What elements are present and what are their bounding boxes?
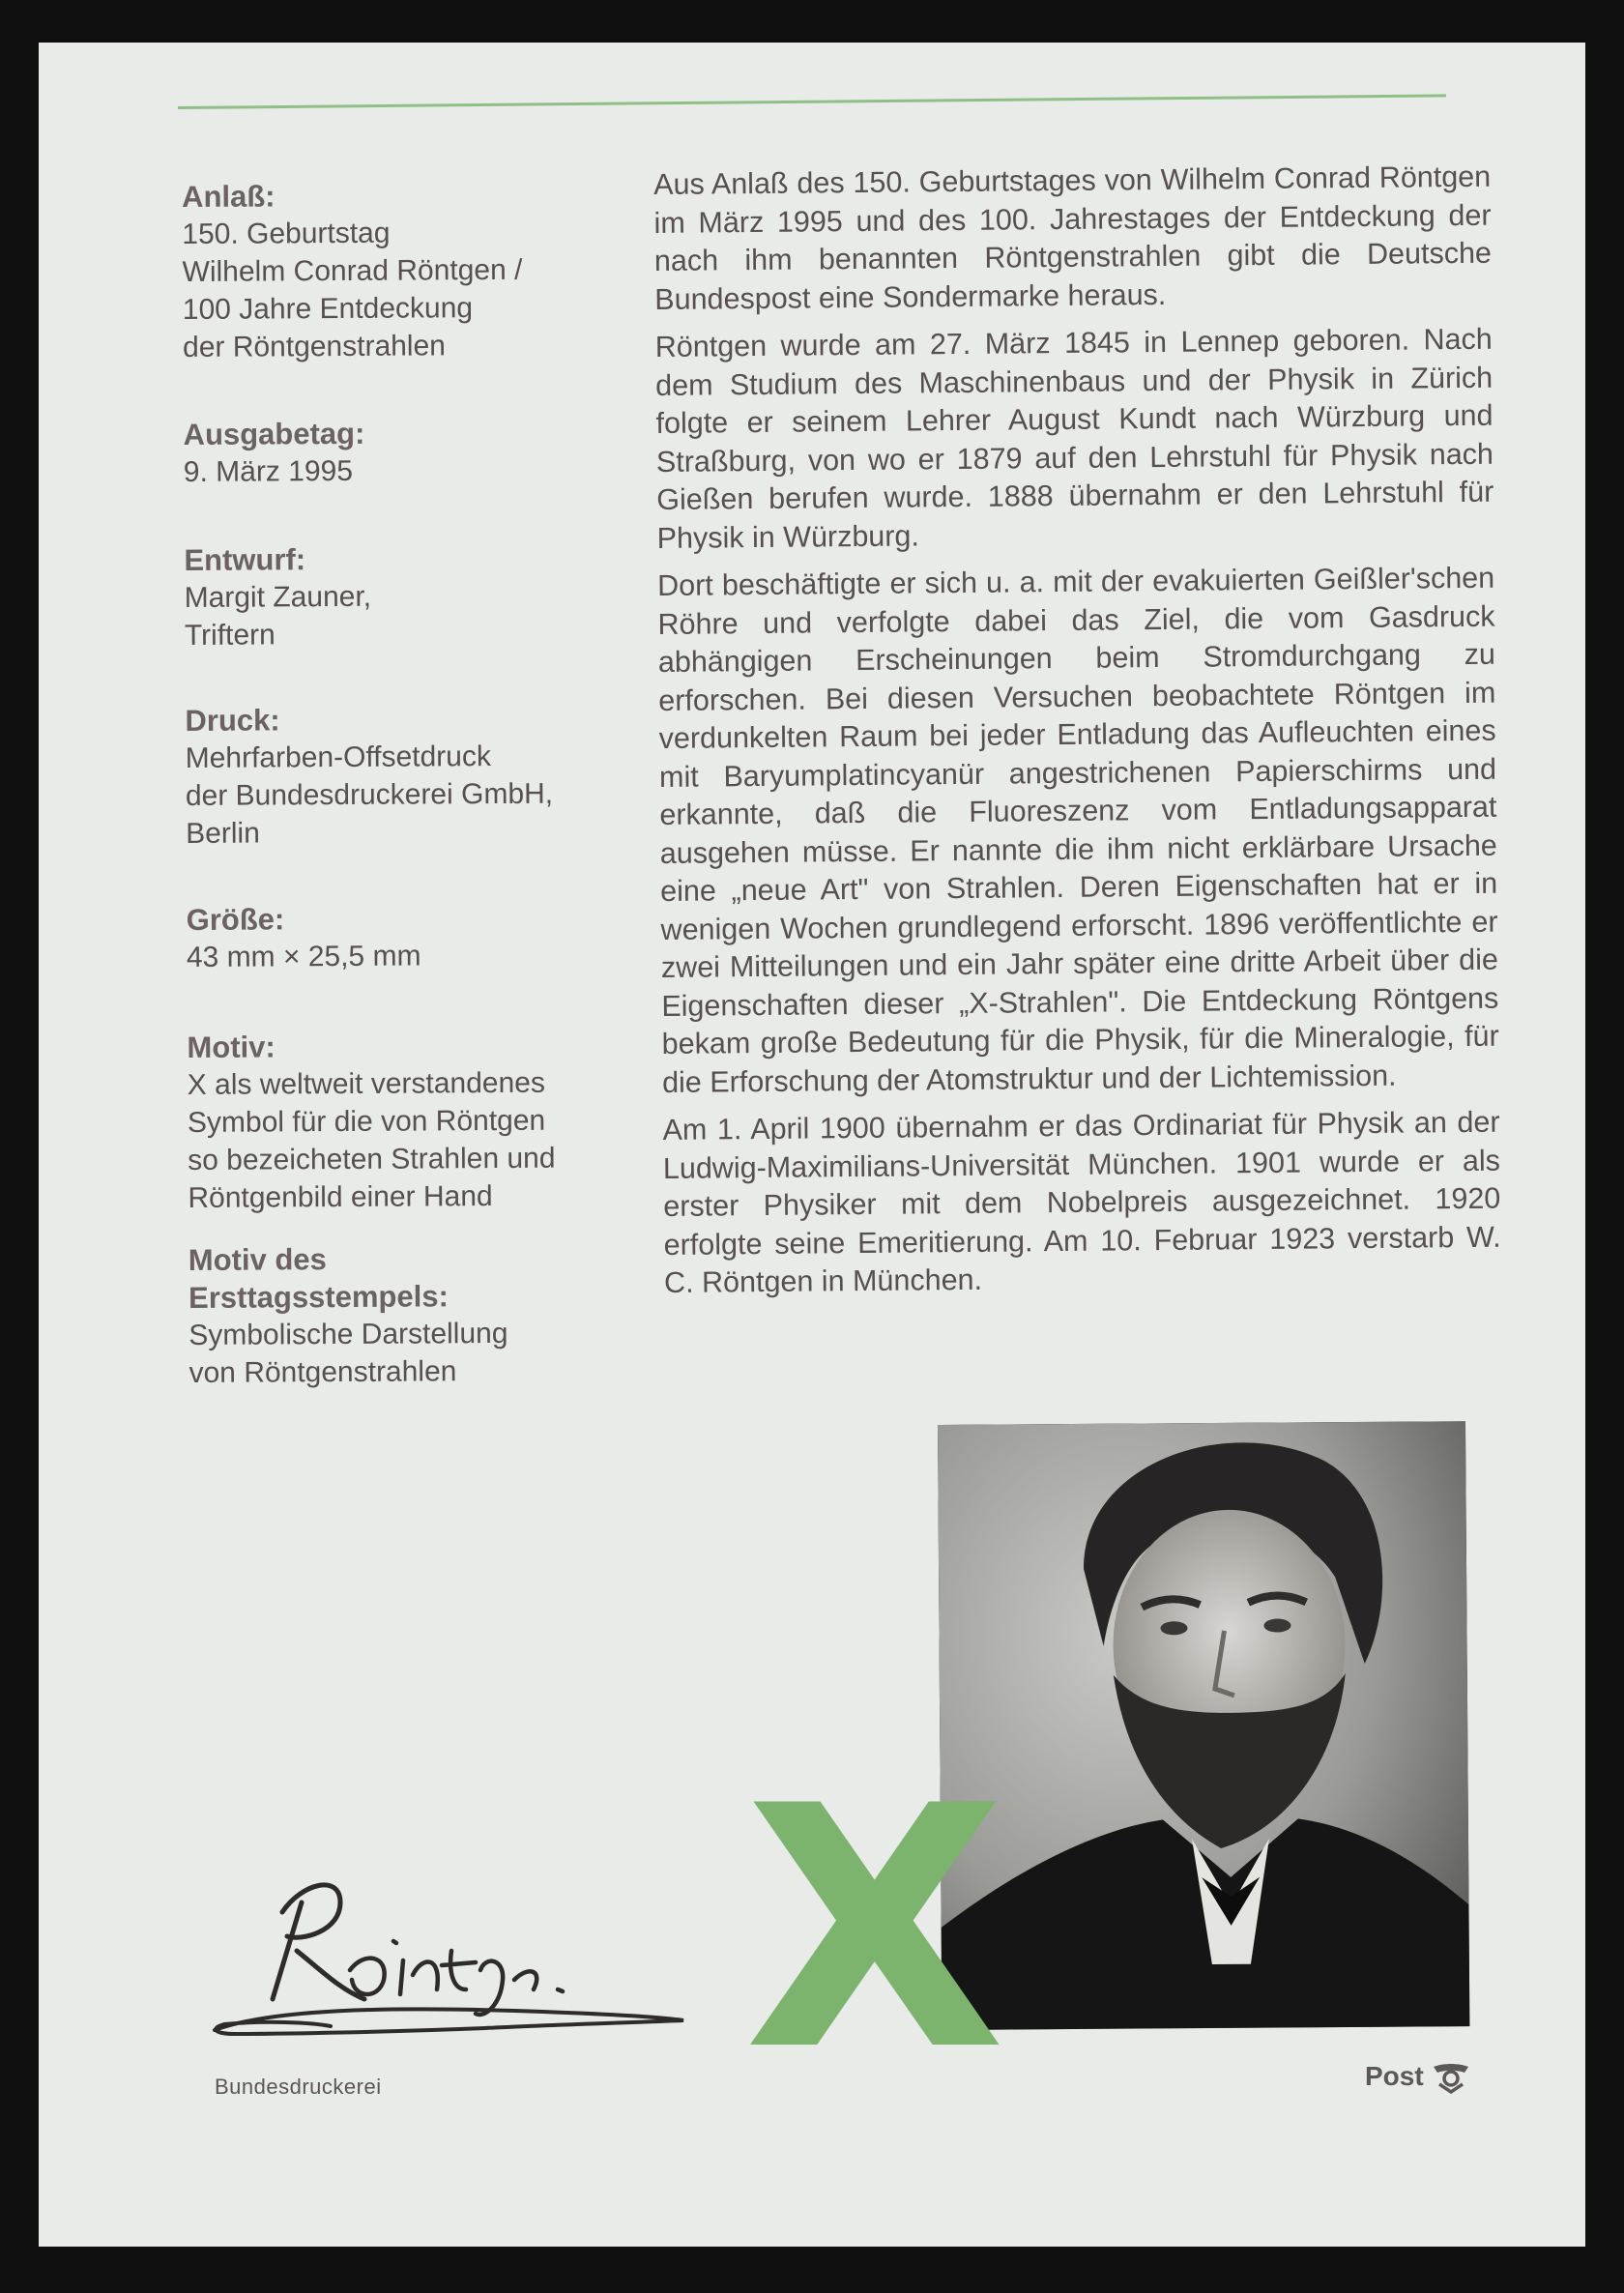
detail-value: 43 mm × 25,5 mm [186,940,421,973]
body-paragraph: Am 1. April 1900 übernahm er das Ordinariat für Physik an der Ludwig-Maximilians-Universität München. 1901 wurde er als erster Physiker mit dem Nobelpreis ausgezeichnet. 1920 erfolgte seine Emeritierung. Am 10. Februar 1923 verstarb W. C. Röntgen in München. [662,1105,1501,1299]
posthorn-icon [1430,2059,1472,2094]
detail-label: Größe: [186,902,285,937]
detail-value: 150. Geburtstag Wilhelm Conrad Röntgen / 100 Jahre Entdeckung der Röntgenstrahlen [182,217,523,363]
detail-print [185,699,630,853]
detail-postmark-motif [188,1238,634,1392]
document-sheet [39,43,1585,2247]
printer-credit: Bundesdruckerei [215,2075,382,2099]
detail-label: Motiv des Ersttagsstempels: [188,1242,449,1315]
detail-label: Entwurf: [184,542,306,577]
detail-issue-date [184,413,628,491]
portrait-photo [938,1421,1469,2030]
detail-size [187,898,631,976]
signature [195,1844,737,2067]
detail-value: Margit Zauner, Triftern [184,580,372,652]
detail-label: Motiv: [187,1030,276,1064]
details-column [182,175,626,1389]
detail-label: Druck: [185,703,280,738]
detail-value: X als weltweit verstandenes Symbol für die von Röntgen so bezeicheten Strahlen und Röntgenbild einer Hand [187,1066,556,1214]
detail-occasion [182,175,627,366]
detail-motif [187,1026,632,1217]
post-logo [1365,2059,1472,2094]
top-green-rule [178,94,1446,109]
detail-value: Mehrfarben-Offsetdruck der Bundesdruckerei GmbH, Berlin [185,740,554,850]
detail-design [184,538,629,654]
detail-label: Ausgabetag: [183,416,365,451]
body-paragraph: Dort beschäftigte er sich u. a. mit der evakuierten Geißler'schen Röhre und verfolgte dabei das Ziel, die vom Gasdruck abhängigen Erscheinungen beim Stromdurchgang zu erforschen. Bei diesen Versuchen beobachtete Röntgen im verdunkelten Raum bei jeder Entladung das Aufleuchten eines mit Baryumplatincyanür angestrichenen Papierschirms und erkannte, daß die Fluoreszenz vom Entladungsapparat ausgehen müsse. Er nannte die ihm nicht erklärbare Ursache eine „neue Art" von Strahlen. Deren Eigenschaften hat er in wenigen Wochen grundlegend erforscht. 1896 veröffentlichte er zwei Mitteilungen und ein Jahr später eine dritte Arbeit über die Eigenschaften dieser „X-Strahlen". Die Entdeckung Röntgens bekam große Bedeutung für die Physik, für die Mineralogie, für die Erforschung der Atomstruktur und der Lichtemission. [657,561,1499,1099]
detail-value: Symbolische Darstellung von Röntgenstrahlen [188,1317,508,1389]
body-paragraph: Aus Anlaß des 150. Geburtstages von Wilhelm Conrad Röntgen im März 1995 und des 100. Jahrestages der Entdeckung der nach ihm benannten Röntgenstrahlen gibt die Deutsche Bundespost eine Sondermarke heraus. [653,160,1493,316]
stamp-x-letter: X [743,1736,1006,2124]
body-paragraph: Röntgen wurde am 27. März 1845 in Lennep geboren. Nach dem Studium des Maschinenbaus und der Physik in Zürich folgte er seinem Lehrer August Kundt nach Würzburg und Straßburg, von wo er 1879 auf den Lehrstuhl für Physik nach Gießen berufen wurde. 1888 übernahm er den Lehrstuhl für Physik in Würzburg. [654,322,1494,555]
body-text [653,159,1501,1313]
post-label: Post [1365,2061,1424,2091]
detail-value: 9. März 1995 [183,454,354,488]
detail-label: Anlaß: [182,179,276,214]
